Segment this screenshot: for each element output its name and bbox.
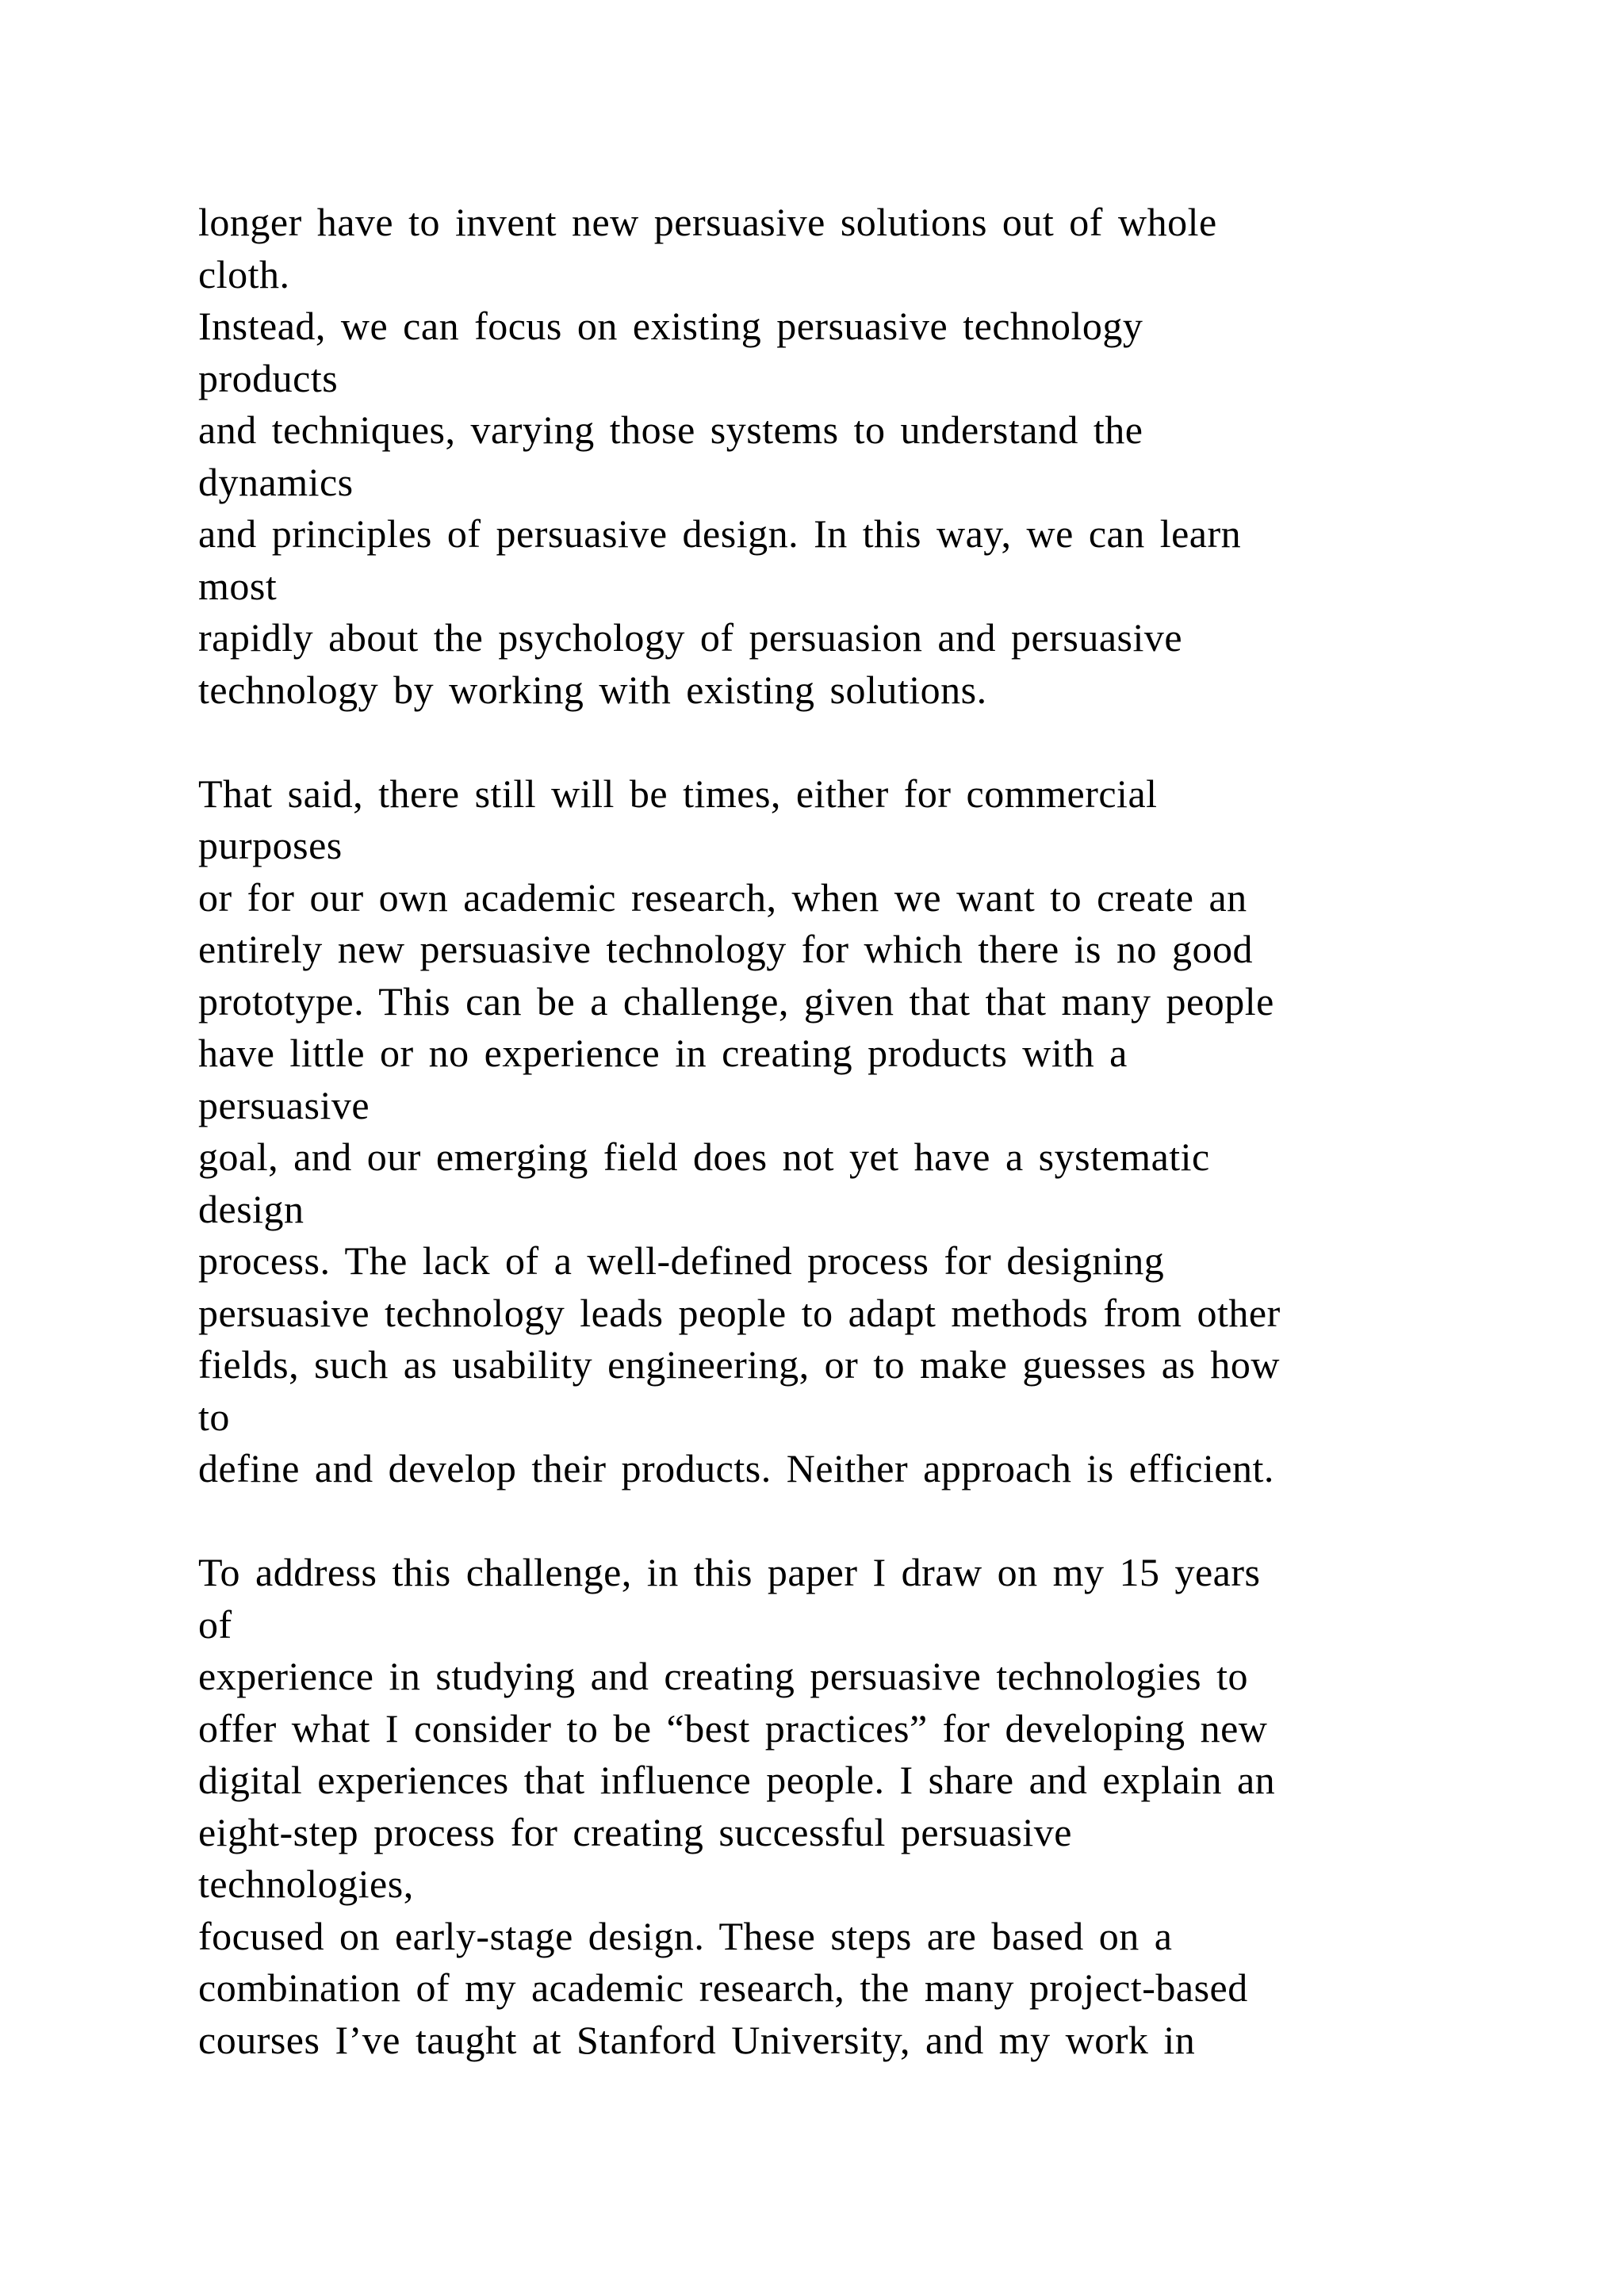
text-line: Instead, we can focus on existing persuasive technology (198, 304, 1143, 348)
text-line: technologies, (198, 1862, 414, 1906)
text-line: purposes (198, 823, 343, 867)
text-line: fields, such as usability engineering, or to make guesses as how (198, 1342, 1280, 1387)
text-line: have little or no experience in creating products with a (198, 1031, 1128, 1075)
text-line: cloth. (198, 251, 290, 297)
paragraph-gap (198, 1495, 1610, 1548)
text-line: eight-step process for creating successful persuasive (198, 1809, 1072, 1854)
text-line: persuasive technology leads people to adapt methods from other (198, 1290, 1281, 1335)
text-line: combination of my academic research, the many project-based (198, 1965, 1248, 2010)
text-line: goal, and our emerging field does not yet have a systematic (198, 1135, 1210, 1179)
text-line: process. The lack of a well-defined process for designing (198, 1238, 1165, 1283)
text-line: and principles of persuasive design. In this way, we can learn (198, 511, 1242, 556)
text-line: rapidly about the psychology of persuasion and persuasive (198, 615, 1183, 660)
paragraph-1 (198, 197, 1610, 716)
text-line: to (198, 1394, 230, 1439)
paragraph-gap (198, 716, 1610, 768)
text-line: digital experiences that influence people. I share and explain an (198, 1758, 1276, 1802)
text-line: of (198, 1601, 232, 1647)
text-line: That said, there still will be times, either for commercial (198, 771, 1158, 816)
text-line: or for our own academic research, when we want to create an (198, 874, 1247, 920)
text-line: focused on early-stage design. These steps are based on a (198, 1913, 1173, 1958)
text-line: define and develop their products. Neither approach is efficient. (198, 1446, 1274, 1490)
text-line: products (198, 355, 339, 400)
text-line: persuasive (198, 1082, 370, 1127)
text-line: courses I’ve taught at Stanford University, and my work in (198, 2017, 1196, 2062)
text-line: entirely new persuasive technology for which there is no good (198, 927, 1253, 971)
text-line: most (198, 563, 278, 608)
text-line: prototype. This can be a challenge, given that that many people (198, 978, 1274, 1024)
text-line: experience in studying and creating persuasive technologies to (198, 1654, 1248, 1698)
text-line: To address this challenge, in this paper I draw on my 15 years (198, 1550, 1261, 1594)
text-line: offer what I consider to be “best practices” for developing new (198, 1705, 1268, 1751)
text-line: dynamics (198, 459, 354, 504)
text-line: longer have to invent new persuasive solutions out of whole (198, 200, 1217, 244)
text-line: design (198, 1186, 304, 1231)
paragraph-2 (198, 768, 1610, 1495)
paragraph-3 (198, 1547, 1610, 2066)
text-line: and techniques, varying those systems to understand the (198, 408, 1143, 452)
body-text (198, 197, 1610, 2066)
text-line: technology by working with existing solutions. (198, 667, 987, 712)
